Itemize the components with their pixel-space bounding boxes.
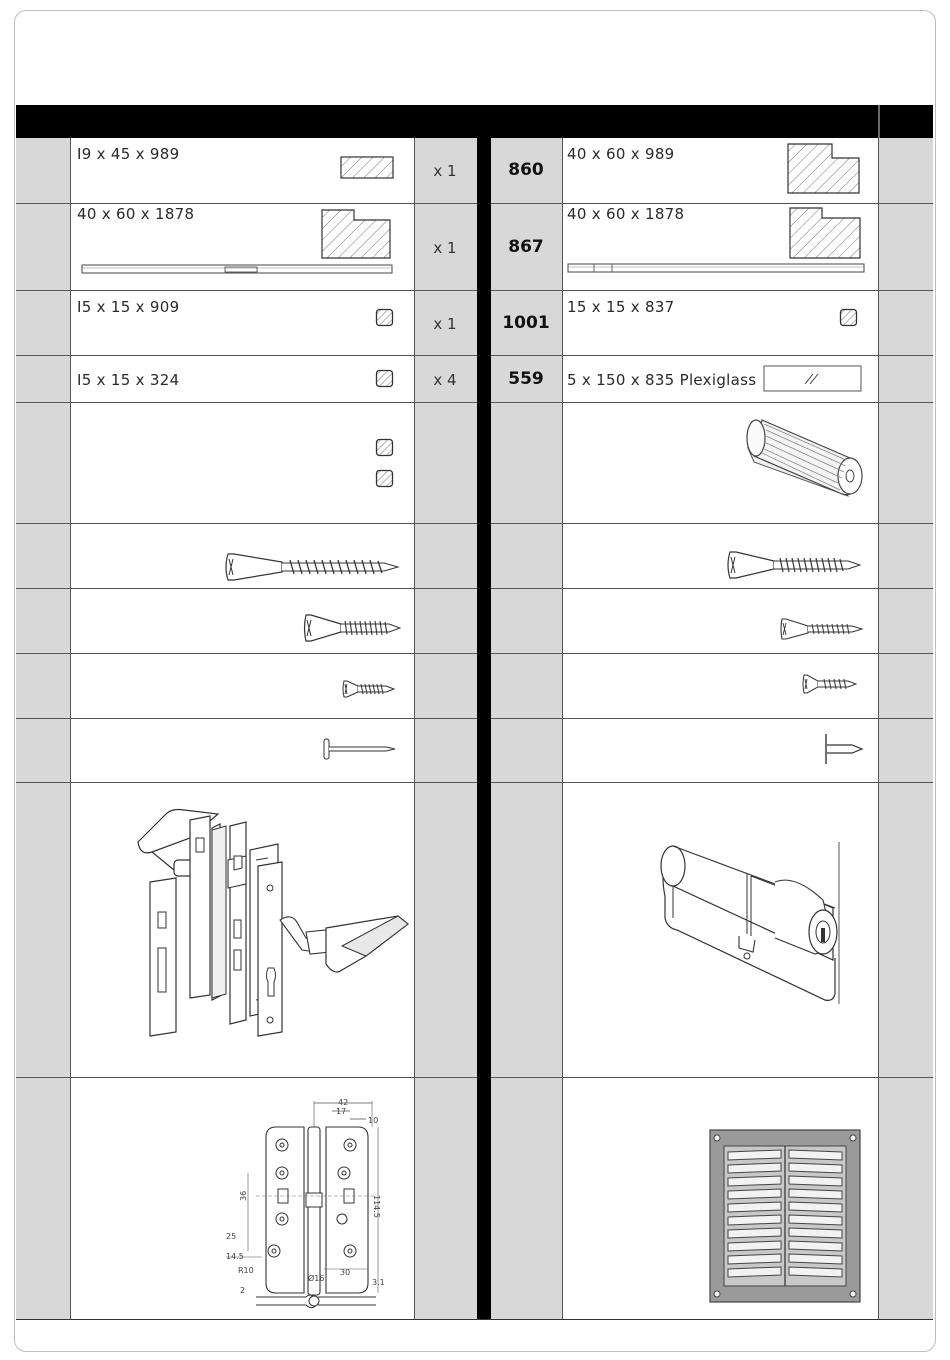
row-separator: [491, 523, 933, 524]
row-separator: [16, 203, 477, 204]
hinge-dimension-label: 30: [340, 1268, 351, 1277]
header-bar: [16, 105, 933, 138]
hinge-dimension-label: 14.5: [226, 1252, 244, 1261]
part-dimensions: 15 x 15 x 837: [567, 298, 675, 316]
row-separator: [491, 355, 933, 356]
square-batten-icon: [375, 469, 395, 489]
hinge-dimension-label: R10: [238, 1266, 254, 1275]
row-separator: [491, 718, 933, 719]
column-separator: [562, 138, 563, 1319]
screw-short-icon: [802, 673, 858, 695]
screw-long-icon: [726, 548, 866, 582]
part-dimensions: I5 x 15 x 909: [77, 298, 180, 316]
hinge-dimension-label: 114.5: [372, 1195, 381, 1218]
profile-section-icon: [320, 208, 396, 262]
hinge-dimension-label: 2: [240, 1286, 246, 1295]
left-index-column: [16, 138, 70, 1319]
hinge-dimension-label: 3.1: [372, 1278, 385, 1287]
nail-icon: [322, 738, 398, 760]
part-dimensions: I5 x 15 x 324: [77, 371, 180, 389]
hinge-dimension-label: Ø16: [308, 1274, 325, 1283]
square-batten-icon: [375, 308, 395, 328]
center-divider: [477, 138, 491, 1319]
row-separator: [491, 402, 933, 403]
bottom-rule: [16, 1319, 933, 1320]
row-separator: [491, 588, 933, 589]
part-dimensions: 40 x 60 x 1878: [77, 205, 195, 223]
part-dimensions: I9 x 45 x 989: [77, 145, 180, 163]
part-dimensions: 5 x 150 x 835 Plexiglass: [567, 371, 757, 389]
row-separator: [16, 402, 477, 403]
row-separator: [16, 653, 477, 654]
part-dimensions: 40 x 60 x 989: [567, 145, 675, 163]
hinge-dimension-label: 25: [226, 1232, 237, 1241]
row-separator: [16, 290, 477, 291]
mortise-lock-set-illustration: [130, 800, 415, 1040]
quantity: x 1: [433, 315, 457, 333]
part-dimensions: 40 x 60 x 1878: [567, 205, 685, 223]
column-separator: [878, 138, 879, 1319]
nail-icon: [822, 732, 866, 766]
square-batten-icon: [375, 369, 395, 389]
screw-long-icon: [224, 550, 404, 584]
square-batten-icon: [839, 308, 859, 328]
part-code: 860: [508, 160, 544, 180]
hinge-dimension-label: 17: [336, 1107, 347, 1116]
row-separator: [16, 523, 477, 524]
header-bar-separator: [878, 105, 880, 138]
lock-cylinder-illustration: [655, 838, 843, 1010]
profile-side-view-icon: [80, 262, 396, 276]
hinge-dimension-label: 10: [368, 1116, 379, 1125]
square-batten-icon: [375, 438, 395, 458]
row-separator: [16, 588, 477, 589]
ventilation-grille-illustration: [708, 1128, 864, 1304]
column-separator: [70, 138, 71, 1319]
row-separator: [491, 203, 933, 204]
profile-section-icon: [788, 206, 864, 260]
row-separator: [16, 718, 477, 719]
screw-medium-icon: [303, 612, 403, 644]
profile-section-icon: [340, 156, 396, 180]
row-separator: [491, 782, 933, 783]
hinge-dimension-drawing: [226, 1097, 396, 1311]
row-separator: [491, 1077, 933, 1078]
part-code: 559: [508, 369, 544, 389]
profile-section-icon: [786, 142, 862, 196]
quantity: x 1: [433, 162, 457, 180]
part-code: 867: [508, 237, 544, 257]
row-separator: [16, 782, 477, 783]
row-separator: [16, 1077, 477, 1078]
weather-seal-roll-icon: [742, 408, 868, 504]
right-index-column: [878, 138, 933, 1319]
part-code: 1001: [502, 313, 550, 333]
row-separator: [491, 653, 933, 654]
hinge-dimension-label: 42: [338, 1098, 349, 1107]
row-separator: [16, 355, 477, 356]
quantity: x 1: [433, 239, 457, 257]
row-separator: [491, 290, 933, 291]
plexiglass-sheet-icon: [763, 365, 863, 393]
profile-side-view-icon: [566, 261, 868, 275]
hinge-dimension-label: 36: [239, 1190, 248, 1201]
screw-medium-icon: [780, 617, 864, 641]
quantity: x 4: [433, 371, 457, 389]
screw-short-icon: [342, 679, 396, 699]
